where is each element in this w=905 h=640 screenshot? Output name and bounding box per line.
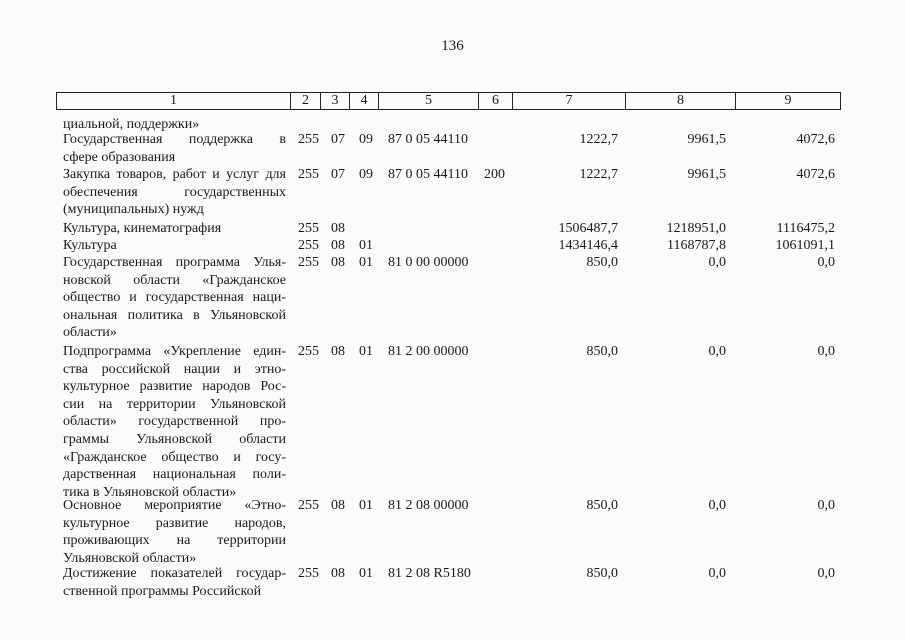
section-code: 08 — [331, 566, 345, 581]
ministry-code: 255 — [298, 566, 319, 581]
subsection-code: 01 — [359, 344, 373, 359]
amount-col-7: 850,0 — [586, 255, 618, 270]
target-article: 81 0 00 00000 — [388, 255, 469, 270]
subsection-code: 01 — [359, 255, 373, 270]
ministry-code: 255 — [298, 255, 319, 270]
target-article: 81 2 08 00000 — [388, 498, 469, 513]
row-description — [63, 237, 286, 255]
description-line: ональная политика в Ульяновской — [63, 307, 286, 323]
description-line: Закупка товаров, работ и услуг для — [63, 167, 286, 182]
amount-col-9: 0,0 — [817, 255, 835, 270]
description-line: области» — [63, 325, 117, 341]
amount-col-8: 9961,5 — [687, 132, 726, 147]
row-description — [63, 497, 286, 567]
subsection-code: 01 — [359, 498, 373, 513]
description-line: новской области «Гражданское — [63, 272, 286, 288]
description-line: культурное развитие народов Рос- — [63, 379, 286, 395]
amount-col-8: 9961,5 — [687, 167, 726, 182]
header-col-1: 1 — [170, 93, 177, 108]
description-line: «Гражданское общество и госу- — [63, 449, 286, 465]
section-code: 07 — [331, 132, 345, 147]
row-description — [63, 220, 286, 238]
header-col-6: 6 — [478, 93, 512, 109]
description-line: дарственная национальная поли- — [63, 467, 286, 483]
amount-col-7: 850,0 — [586, 566, 618, 581]
amount-col-9: 4072,6 — [796, 167, 835, 182]
amount-col-8: 0,0 — [708, 344, 726, 359]
row-description — [63, 343, 286, 501]
row-description — [63, 131, 286, 166]
header-col-9: 9 — [735, 93, 840, 109]
description-line: проживающих на территории — [63, 533, 286, 549]
amount-col-7: 1434146,4 — [558, 238, 618, 253]
amount-col-8: 0,0 — [708, 255, 726, 270]
target-article: 81 2 08 R5180 — [388, 566, 471, 581]
page-number: 136 — [441, 38, 464, 54]
expense-type: 200 — [484, 167, 505, 182]
description-line: Ульяновской области» — [63, 550, 197, 566]
description-line: Государственная поддержка в — [63, 132, 286, 147]
description-line: тика в Ульяновской области» — [63, 484, 237, 500]
ministry-code: 255 — [298, 167, 319, 182]
amount-col-8: 0,0 — [708, 498, 726, 513]
description-line: Культура, кинематография — [63, 221, 222, 236]
amount-col-7: 1506487,7 — [558, 221, 618, 236]
amount-col-8: 0,0 — [708, 566, 726, 581]
section-code: 08 — [331, 221, 345, 236]
amount-col-9: 4072,6 — [796, 132, 835, 147]
section-code: 08 — [331, 498, 345, 513]
amount-col-7: 1222,7 — [579, 167, 618, 182]
table-header — [56, 92, 841, 110]
amount-col-9: 1061091,1 — [775, 238, 835, 253]
header-col-8: 8 — [625, 93, 735, 109]
section-code: 08 — [331, 255, 345, 270]
subsection-code: 09 — [359, 132, 373, 147]
description-line: (муниципальных) нужд — [63, 202, 204, 218]
amount-col-8: 1168787,8 — [667, 238, 726, 253]
description-line: граммы Ульяновской области — [63, 431, 286, 447]
row-description — [63, 565, 286, 600]
amount-col-9: 0,0 — [817, 344, 835, 359]
target-article: 87 0 05 44110 — [388, 132, 468, 147]
amount-col-8: 1218951,0 — [666, 221, 726, 236]
row-description — [63, 166, 286, 219]
ministry-code: 255 — [298, 132, 319, 147]
description-line: циальной, поддержки» — [63, 117, 200, 132]
target-article: 87 0 05 44110 — [388, 167, 468, 182]
row-description — [63, 254, 286, 342]
ministry-code: 255 — [298, 344, 319, 359]
description-line: Достижение показателей государ- — [63, 566, 286, 581]
header-col-4: 4 — [349, 93, 378, 109]
description-line: общество и государственная наци- — [63, 290, 286, 306]
amount-col-9: 0,0 — [817, 566, 835, 581]
section-code: 07 — [331, 167, 345, 182]
description-line: Подпрограмма «Укрепление един- — [63, 344, 286, 359]
amount-col-7: 850,0 — [586, 498, 618, 513]
description-line: ства российской нации и этно- — [63, 361, 286, 377]
ministry-code: 255 — [298, 498, 319, 513]
description-line: культурное развитие народов, — [63, 515, 286, 531]
subsection-code: 01 — [359, 566, 373, 581]
amount-col-9: 0,0 — [817, 498, 835, 513]
description-line: сии на территории Ульяновской — [63, 396, 286, 412]
section-code: 08 — [331, 344, 345, 359]
description-line: сфере образования — [63, 149, 176, 165]
subsection-code: 01 — [359, 238, 373, 253]
ministry-code: 255 — [298, 221, 319, 236]
description-line: Государственная программа Улья- — [63, 255, 286, 270]
amount-col-9: 1116475,2 — [776, 221, 835, 236]
header-col-7: 7 — [512, 93, 625, 109]
target-article: 81 2 00 00000 — [388, 344, 469, 359]
description-line: обеспечения государственных — [63, 184, 286, 200]
header-col-5: 5 — [378, 93, 478, 109]
description-line: Культура — [63, 238, 117, 253]
header-col-2: 2 — [290, 93, 320, 109]
description-line: ственной программы Российской — [63, 583, 262, 599]
subsection-code: 09 — [359, 167, 373, 182]
section-code: 08 — [331, 238, 345, 253]
amount-col-7: 850,0 — [586, 344, 618, 359]
amount-col-7: 1222,7 — [579, 132, 618, 147]
description-line: Основное мероприятие «Этно- — [63, 498, 286, 513]
ministry-code: 255 — [298, 238, 319, 253]
description-line: области» государственной про- — [63, 414, 286, 430]
header-col-3: 3 — [320, 93, 349, 109]
